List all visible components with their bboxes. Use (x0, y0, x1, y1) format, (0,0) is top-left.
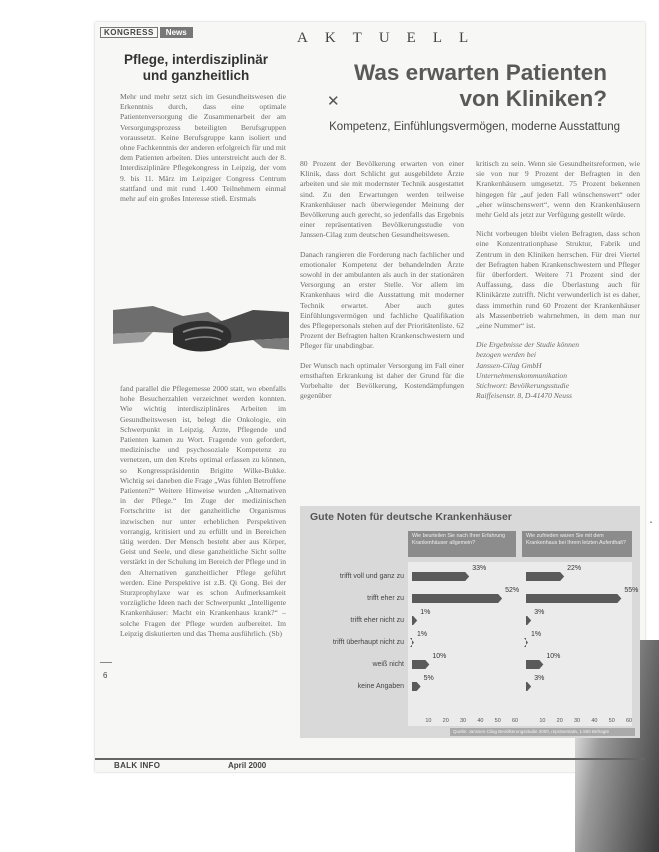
footer-rule (95, 758, 645, 760)
side-column-bottom (120, 384, 286, 740)
chart-bar-b (524, 638, 528, 647)
handshake-image (113, 282, 289, 380)
footer-date: April 2000 (228, 761, 267, 770)
chart-bar-a (412, 572, 469, 581)
chart-value-label: 1% (531, 631, 542, 638)
chart-value-label: 33% (472, 565, 487, 572)
hospital-ratings-chart (300, 506, 640, 738)
chart-tick-label: 60 (512, 718, 519, 724)
chart-tick-label: 20 (442, 718, 449, 724)
section-label: KONGRESS (100, 27, 158, 38)
study-credit (476, 340, 640, 401)
main-article-subtitle: Kompetenz, Einfühlungsvermögen, moderne Ausstattung (329, 121, 620, 133)
credit-line-3: Janssen-Cilag GmbH (476, 360, 542, 370)
credit-line-2: bezogen werden bei (476, 350, 537, 360)
side-title-line2: und ganzheitlich (142, 68, 250, 83)
credit-line-1: Die Ergebnisse der Studie können (476, 340, 580, 350)
chart-category-label: trifft eher nicht zu (350, 617, 404, 624)
main-column-2 (476, 159, 640, 499)
chart-title: Gute Noten für deutsche Krankenhäuser (310, 511, 512, 523)
chart-bar-b (526, 572, 564, 581)
legend-series-b: Wie zufrieden waren Sie mit dem Krankenhaus bei Ihrem letzten Aufenthalt? (522, 531, 632, 557)
main-col2-paragraph-1: kritisch zu sein. Wenn sie Gesundheitsreformen, wie sie von nur 9 Prozent der Befragten in den Krankenhäusern umgesetzt. 75 Prozent bekennen hingegen für „auf jeden Fall wünschenswert“ oder „eher wünschenswert“, wenn den Krankenhäusern mehr Geld als jetzt zur Verfügung gestellt würde. (476, 159, 640, 220)
chart-bar-a (412, 682, 421, 691)
main-col1-paragraph-1: 80 Prozent der Bevölkerung erwarten von einer Klinik, dass dort Schlicht gut ausgebildete Ärzte arbeiten und sie mit modernster Technik ausgestattet sind. Zu den Erwartungen werden teilweise Krankenhäuser nach überwiegender Meinung der Bevölkerung auch gerecht, so jedenfalls das Ergebnis einer repräsentativen Bevölkerungsstudie von Janssen-Cilag zum deutschen Gesundheitswesen. (300, 159, 464, 240)
chart-value-label: 3% (534, 609, 545, 616)
footer-publication: BALK INFO (114, 761, 161, 770)
chart-tick-label: 50 (494, 718, 501, 724)
chart-value-label: 1% (420, 609, 431, 616)
chart-tick-label: 60 (626, 718, 633, 724)
main-article-title (312, 60, 607, 112)
chart-bar-b (526, 594, 621, 603)
section-header (100, 27, 193, 38)
side-column-top (120, 92, 286, 278)
credit-line-5: Stichwort: Bevölkerungsstudie (476, 381, 570, 391)
aktuell-heading: AKTUELL (297, 30, 486, 46)
edge-mark: ▪ (648, 520, 654, 526)
chart-tick-label: 30 (574, 718, 581, 724)
chart-tick-label: 40 (591, 718, 598, 724)
chart-tick-label: 50 (608, 718, 615, 724)
chart-bar-b (526, 616, 531, 625)
credit-line-4: Unternehmenskommunikation (476, 370, 568, 380)
chart-value-label: 22% (567, 565, 582, 572)
side-paragraph-2: fand parallel die Pflegemesse 2000 statt, wo ebenfalls hohe Besucherzahlen verzeichnet werden konnten. Wie wichtig interdisziplinäres Arbeiten im Gesundheitswesen ist, belegt die Onkologie, ein Schwerpunkt in Leipzig. Ärzte, Pflegende und Patienten kamen zu Wort. Fragende von gefordert, medizinische und psychosoziale Kompetenz zu vernetzen, um den Krebs optimal erfassen zu können, so Kongresspräsidentin Brigitte Wilke-Bukke. Wichtig sei daneben die Frage „Was fühlen Betroffene Patienten?“ Weitere Hinweise wurden „Alternativen in der Pflege.“ Im Zuge der medizinischen Fortschritte ist der ganzheitliche Organismus inzwischen nur unter erheblichen Perspektiven vorrangig, kritisiert und zu erfüllt und in Bereichen tätig werden. Der Mensch besteht aber aus Körper, Geist und Seele, und diese ganzheitliche Sicht sollte verstärkt in der Schulung im Bereich der Pflege und in den Alternativen ganzheitlicher Pflege geführt werden. Eine Perspektive ist z.B. Qi Gong. Bei der Sturzprophylaxe war es schon Aufmerksamkeit vorzügliche Ideen nach der Schwerpunkt „Intelligente Krankenhäuser: Macht ein Krankenhaus krank?“ – solche Fragen der Pflege wurden aufbereitet. Im Leipzig diskutierten und das Thema ausführlich. (Sb) (120, 384, 286, 638)
chart-tick-label: 30 (460, 718, 467, 724)
news-label: News (160, 27, 193, 38)
handwritten-mark: ✕ (327, 92, 340, 110)
main-col2-paragraph-2: Nicht vorbeugen bleibt vielen Befragten, dass schon eine Konzentrationphase Struktur, Fabrik und Zentrum in den Kliniken herrschen. Für drei Viertel der Befragten haben Krankenschwestern und Pfleger für überfordert. Weitere 71 Prozent sind der Auffassung, dass die Überlastung auch für Klinikärzte zutrifft. Nicht verwunderlich ist es daher, dass immerhin rund 60 Prozent der Krankenhäuser als Massenbetrieb wahrnehmen, in dem man nur „eine Nummer“ ist. (476, 229, 640, 331)
chart-value-label: 5% (423, 675, 434, 682)
legend-series-a: Wie beurteilen Sie nach Ihrer Erfahrung Krankenhäuser allgemein? (408, 531, 516, 557)
chart-category-label: keine Angaben (357, 683, 404, 690)
main-title-line2: von Kliniken? (459, 86, 607, 111)
main-title-line1: Was erwarten Patienten (354, 60, 607, 85)
chart-category-label: trifft voll und ganz zu (339, 573, 404, 580)
chart-value-label: 10% (546, 653, 561, 660)
side-title-line1: Pflege, interdisziplinär (123, 52, 269, 67)
chart-category-label: weiß nicht (372, 661, 404, 668)
chart-tick-label: 40 (477, 718, 484, 724)
chart-bar-a (412, 616, 417, 625)
side-paragraph-1: Mehr und mehr setzt sich im Gesundheitswesen die Erkenntnis durch, dass eine optimale Patientenversorgung die Zusammenarbeit der am Versorgungsprozess beteiligten Berufsgruppen voraussetzt. Keine Berufsgruppe kann isoliert und ohne Fachkenntnis der anderen erfolgreich für und mit dem Patienten arbeiten. Dies unterstreicht auch der 8. Interdisziplinäre Pflegekongress in Leipzig, der vom 9. bis 11. März im Leipziger Congress Centrum stattfand und mit rund 1.400 Teilnehmern einmal mehr auf ein großes Interesse stieß. Erstmals (120, 92, 286, 204)
chart-value-label: 10% (432, 653, 447, 660)
chart-bar-b (526, 660, 543, 669)
main-column-1 (300, 159, 464, 499)
chart-source-note: Quelle: Janssen-Cilag Bevölkerungsstudie 2000, repräsentativ, 1.500 Befragte (450, 728, 635, 736)
page-number: 6 (103, 671, 108, 680)
chart-value-label: 55% (624, 587, 639, 594)
chart-tick-label: 10 (425, 718, 432, 724)
chart-bar-b (526, 682, 531, 691)
credit-line-6: Raiffeisenstr. 8, D-41470 Neuss (476, 391, 572, 401)
page-number-rule (100, 662, 112, 663)
chart-value-label: 1% (417, 631, 428, 638)
chart-tick-label: 20 (556, 718, 563, 724)
chart-category-label: trifft überhaupt nicht zu (332, 639, 404, 646)
chart-bar-a (412, 594, 502, 603)
chart-value-label: 3% (534, 675, 545, 682)
chart-tick-label: 10 (539, 718, 546, 724)
chart-bar-a (410, 638, 414, 647)
side-article-title (106, 52, 286, 84)
main-col1-paragraph-2: Danach rangieren die Forderung nach fachlicher und emotionaler Kompetenz der behandelnden Ärzte sowohl in der ambulanten als auch in der stationären Versorgung an erster Stelle. Vor allem im Krankenhaus wird die Ausstattung mit moderner Technik erwartet. Aber auch gutes Einfühlungsvermögen und fachliche Qualifikation des Pflegepersonals stehen auf der Prioritätenliste. 62 Prozent der Befragten halten Krankenschwestern und Pfleger für unabdingbar. (300, 249, 464, 351)
main-col1-paragraph-3: Der Wunsch nach optimaler Versorgung im Fall einer ernsthaften Erkrankung ist daher der Grund für die Vorbehalte der Bevölkerung, Kostendämpfungen gegenüber (300, 360, 464, 401)
chart-bar-a (412, 660, 429, 669)
chart-value-label: 52% (505, 587, 520, 594)
chart-category-label: trifft eher zu (367, 595, 404, 602)
